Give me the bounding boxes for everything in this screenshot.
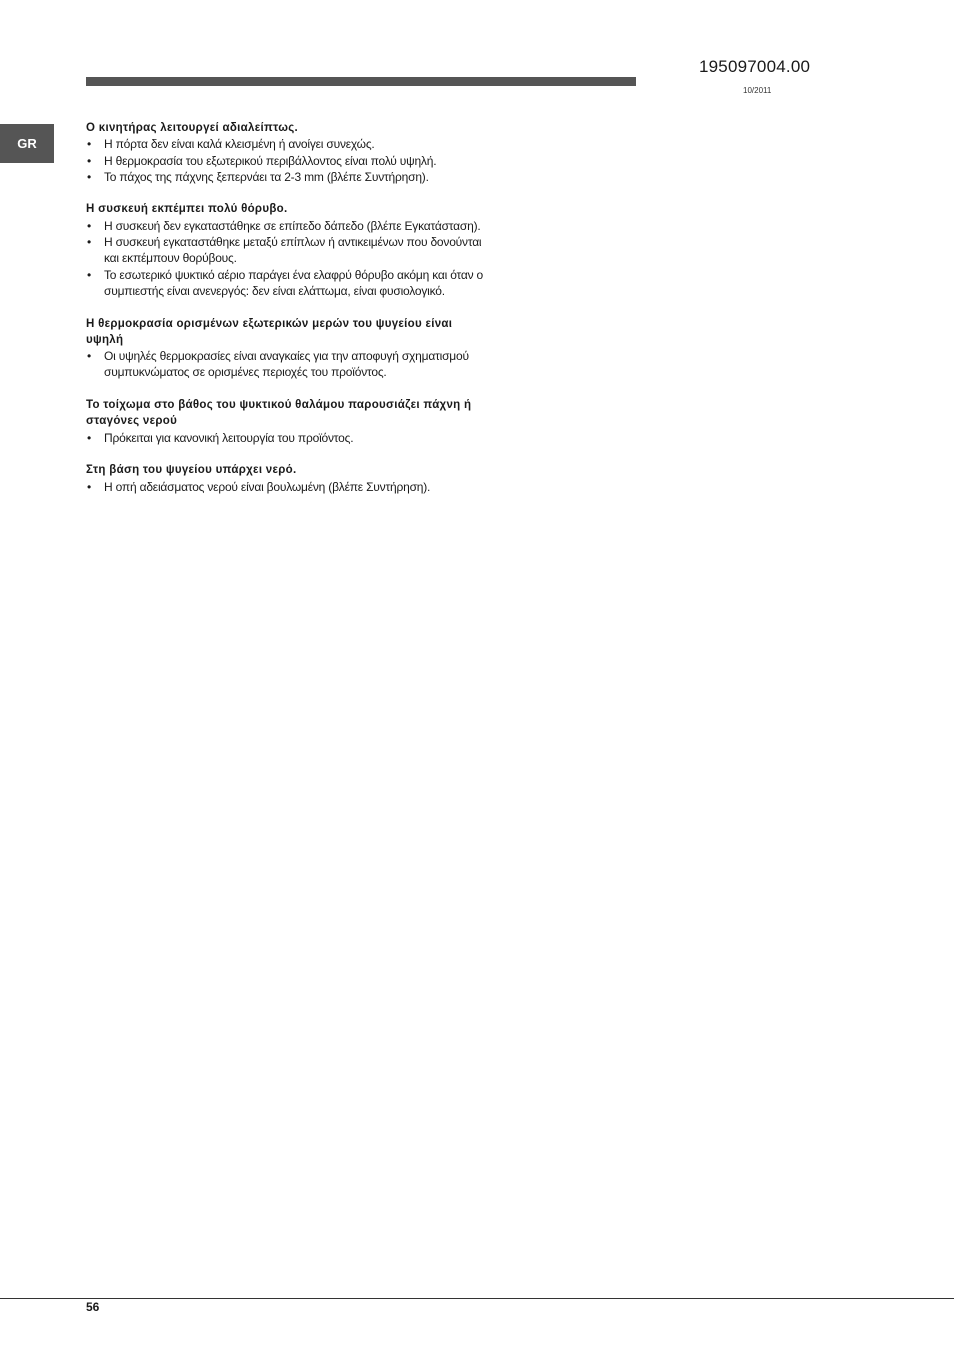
section-title: Η συσκευή εκπέμπει πολύ θόρυβο. — [86, 203, 288, 216]
list-item: • Το πάχος της πάχνης ξεπερνάει τα 2-3 mm (βλέπε Συντήρηση). — [86, 169, 486, 185]
section-water-at-base — [86, 462, 486, 495]
bullet-list — [86, 479, 486, 495]
list-item: • Η θερμοκρασία του εξωτερικού περιβάλλοντος είναι πολύ υψηλή. — [86, 153, 486, 169]
bullet-list — [86, 430, 486, 446]
bullet-list — [86, 218, 486, 299]
section-title: Το τοίχωμα στο βάθος του ψυκτικού θαλάμου παρουσιάζει πάχνη ή σταγόνες νερού — [86, 399, 472, 428]
section-title: Στη βάση του ψυγείου υπάρχει νερό. — [86, 464, 297, 477]
list-item: • Το εσωτερικό ψυκτικό αέριο παράγει ένα ελαφρύ θόρυβο ακόμη και όταν ο συμπιεστής είναι ανενεργός: δεν είναι ελάττωμα, είναι φυσιολογικό. — [86, 267, 486, 300]
section-title: Ο κινητήρας λειτουργεί αδιαλείπτως. — [86, 122, 298, 134]
list-item: • Οι υψηλές θερμοκρασίες είναι αναγκαίες για την αποφυγή σχηματισμού συμπυκνώματος σε ορισμένες περιοχές του προϊόντος. — [86, 348, 486, 381]
list-item: • Πρόκειται για κανονική λειτουργία του προϊόντος. — [86, 430, 486, 446]
footer-rule — [0, 1298, 954, 1299]
language-tab: GR — [0, 124, 54, 163]
bullet-list — [86, 136, 486, 185]
header-rule — [86, 77, 636, 86]
document-code: 195097004.00 — [699, 57, 811, 76]
troubleshooting-content — [86, 120, 486, 511]
list-item: • Η συσκευή δεν εγκαταστάθηκε σε επίπεδο δάπεδο (βλέπε Εγκατάσταση). — [86, 218, 486, 234]
section-noise — [86, 201, 486, 299]
section-motor — [86, 120, 486, 185]
document-date: 10/2011 — [743, 86, 772, 95]
section-title: Η θερμοκρασία ορισμένων εξωτερικών μερών του ψυγείου είναι υψηλή — [86, 317, 453, 346]
section-external-temperature — [86, 316, 486, 381]
section-rear-wall-frost — [86, 397, 486, 446]
bullet-list — [86, 348, 486, 381]
list-item: • Η οπή αδειάσματος νερού είναι βουλωμένη (βλέπε Συντήρηση). — [86, 479, 486, 495]
page-number: 56 — [86, 1300, 100, 1314]
list-item: • Η συσκευή εγκαταστάθηκε μεταξύ επίπλων ή αντικειμένων που δονούνται και εκπέμπουν θορύβους. — [86, 234, 486, 267]
list-item: • Η πόρτα δεν είναι καλά κλεισμένη ή ανοίγει συνεχώς. — [86, 136, 486, 152]
